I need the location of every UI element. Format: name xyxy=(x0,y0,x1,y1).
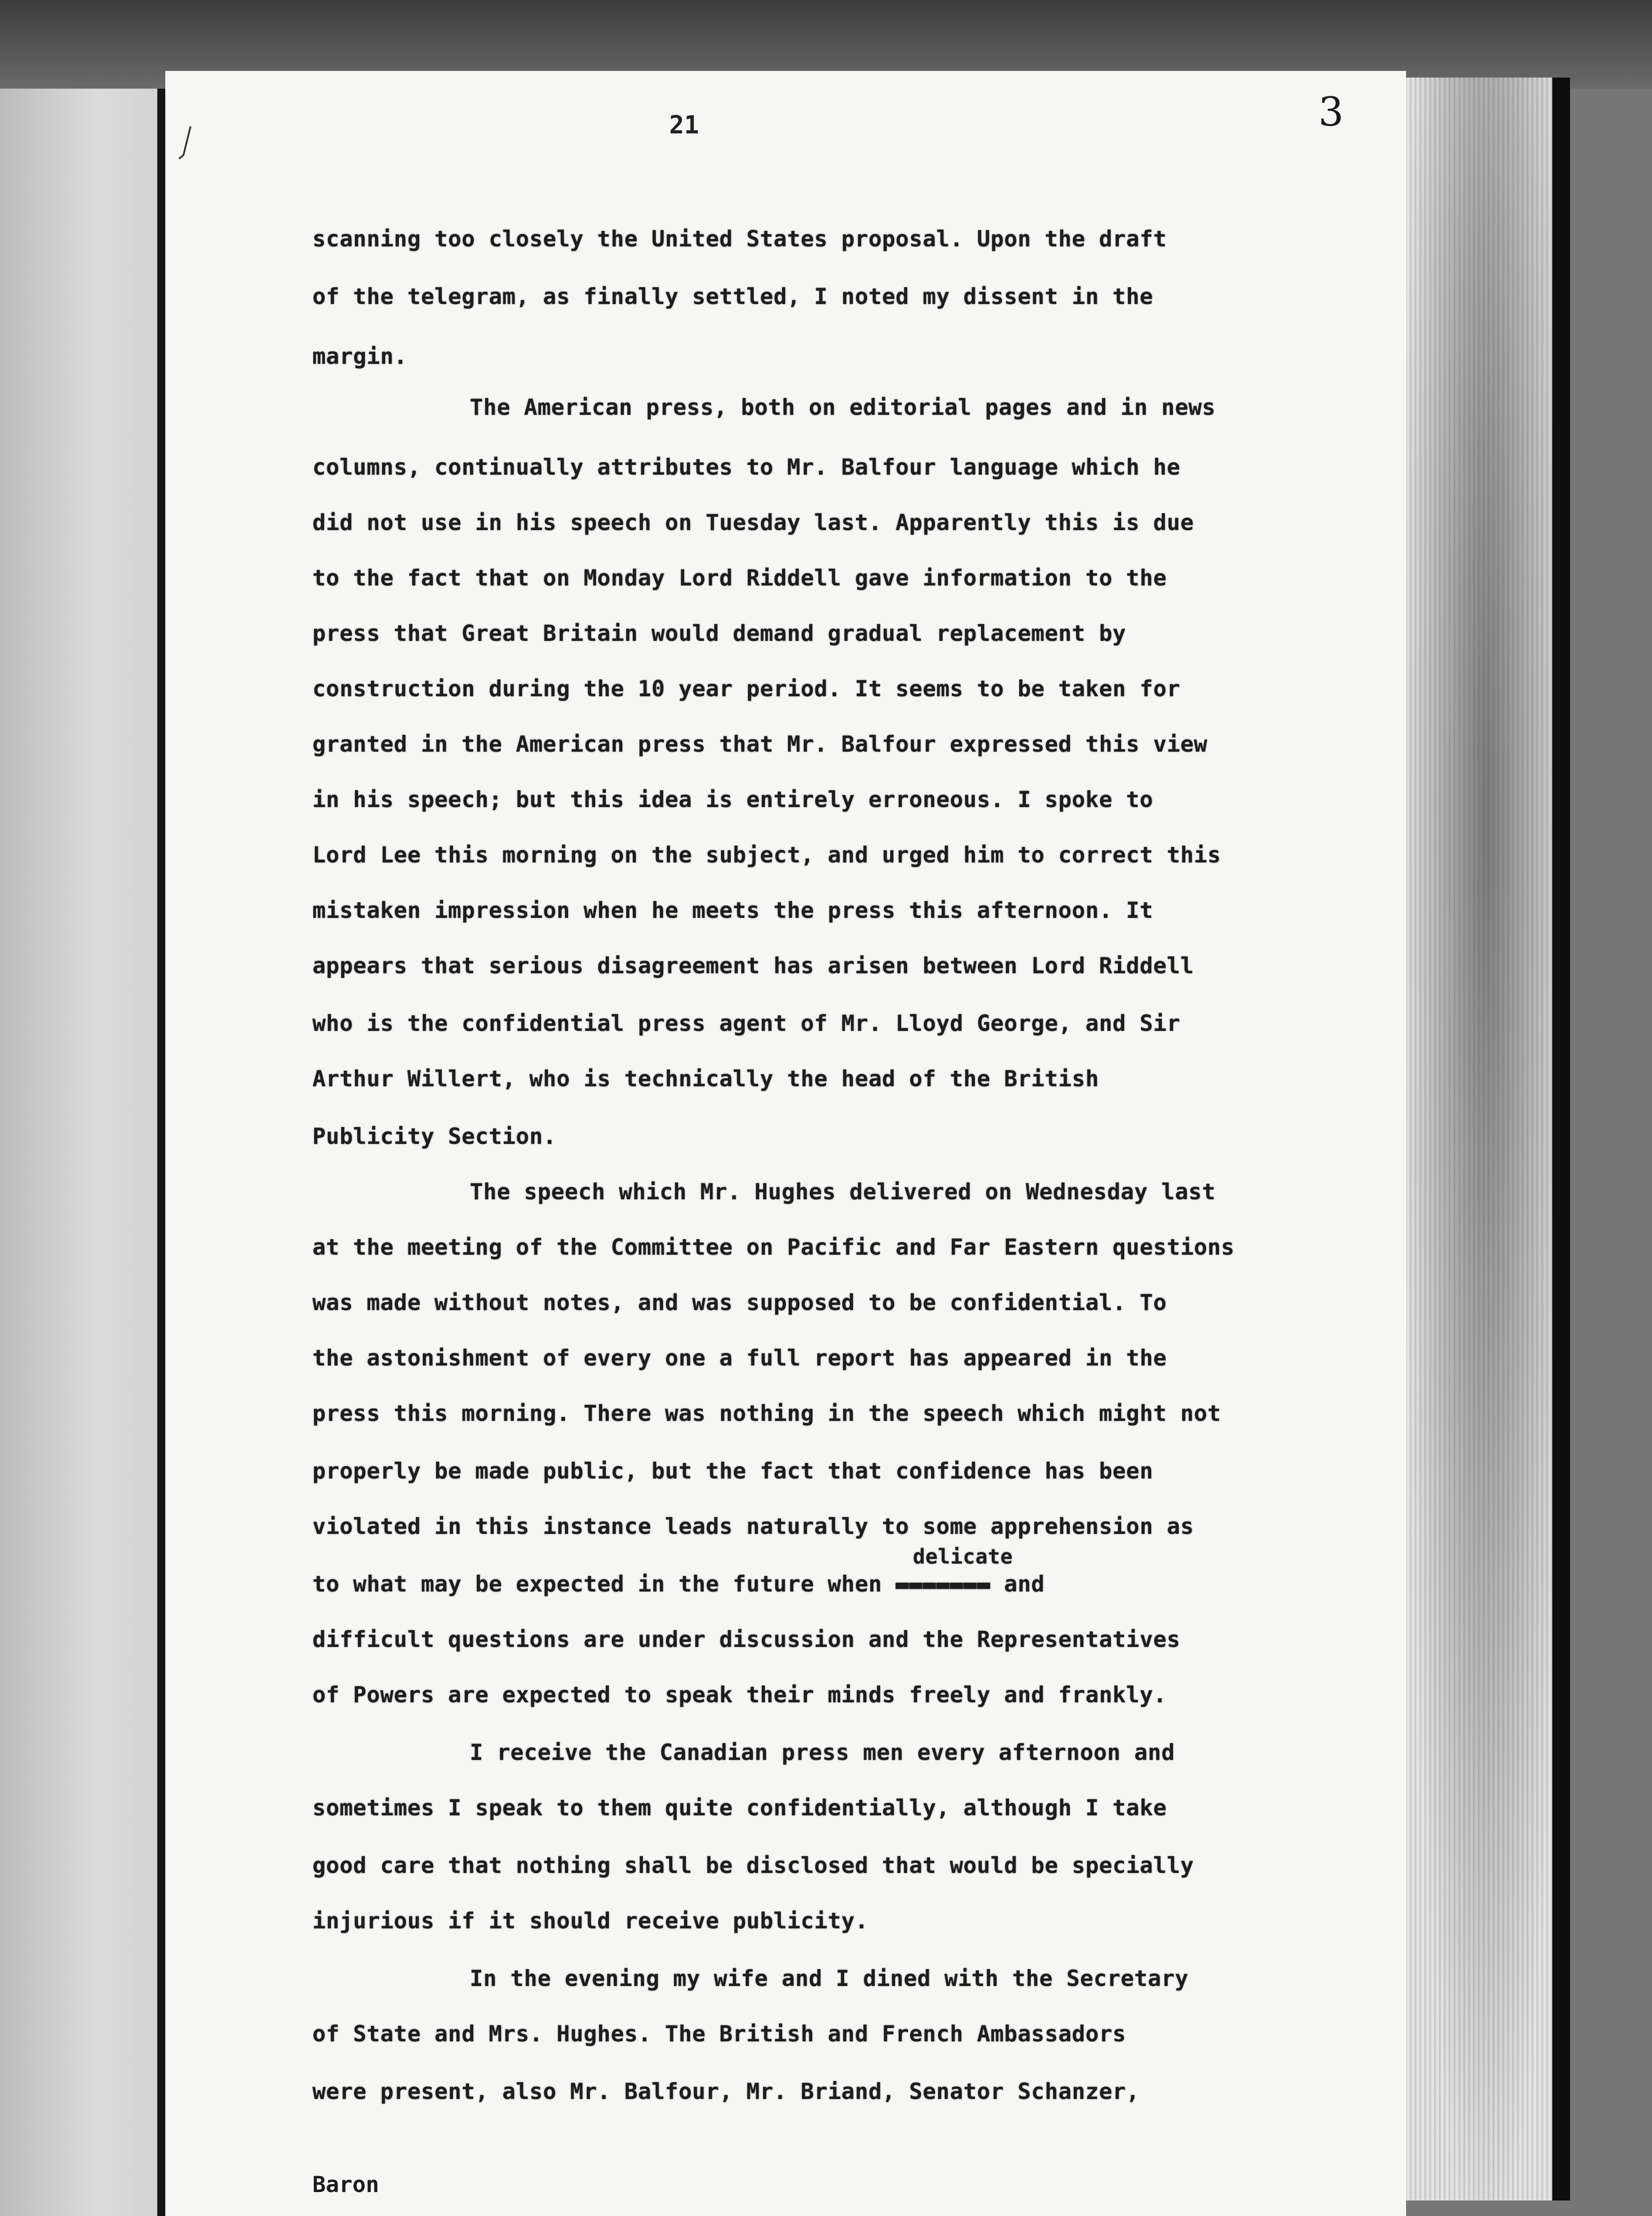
text-line: properly be made public, but the fact that confidence has been xyxy=(312,1458,1153,1484)
text-line: mistaken impression when he meets the press this afternoon. It xyxy=(312,897,1153,923)
text-line: to the fact that on Monday Lord Riddell gave information to the xyxy=(312,565,1167,591)
text-line: of the telegram, as finally settled, I noted my dissent in the xyxy=(312,284,1153,309)
handwritten-insertion: delicate xyxy=(913,1545,1013,1568)
text-line: The speech which Mr. Hughes delivered on Wednesday last xyxy=(470,1179,1216,1205)
text-line: sometimes I speak to them quite confidentially, although I take xyxy=(312,1795,1167,1821)
margin-tick-mark xyxy=(177,124,195,173)
archive-folio-number: 3 xyxy=(1318,89,1344,135)
text-line: In the evening my wife and I dined with the Secretary xyxy=(470,1966,1188,1991)
text-line: difficult questions are under discussion and the Representatives xyxy=(312,1627,1181,1652)
text-line: at the meeting of the Committee on Pacific and Far Eastern questions xyxy=(312,1234,1235,1260)
text-line: was made without notes, and was supposed to be confidential. To xyxy=(312,1290,1167,1315)
text-line: press this morning. There was nothing in the speech which might not xyxy=(312,1401,1221,1426)
binding-cover-edge xyxy=(1552,78,1570,2200)
text-line: granted in the American press that Mr. Balfour expressed this view xyxy=(312,731,1208,757)
text-line: appears that serious disagreement has arisen between Lord Riddell xyxy=(312,953,1194,979)
text-line: Lord Lee this morning on the subject, and urged him to correct this xyxy=(312,842,1221,868)
text-line: scanning too closely the United States proposal. Upon the draft xyxy=(312,226,1167,252)
text-line: of State and Mrs. Hughes. The British and French Ambassadors xyxy=(312,2021,1126,2047)
text-line: press that Great Britain would demand gradual replacement by xyxy=(312,620,1126,646)
text-line: to what may be expected in the future when ▬▬▬▬▬▬▬ and xyxy=(312,1571,1045,1597)
text-line: of Powers are expected to speak their minds freely and frankly. xyxy=(312,1682,1167,1708)
text-line: I receive the Canadian press men every afternoon and xyxy=(470,1740,1175,1765)
text-line: The American press, both on editorial pages and in news xyxy=(470,394,1216,420)
text-line: who is the confidential press agent of Mr. Lloyd George, and Sir xyxy=(312,1010,1181,1036)
page-number: 21 xyxy=(669,111,699,140)
text-line: good care that nothing shall be disclosed that would be specially xyxy=(312,1853,1194,1878)
text-line: were present, also Mr. Balfour, Mr. Briand, Senator Schanzer, xyxy=(312,2079,1140,2104)
text-line: margin. xyxy=(312,343,408,369)
text-line: in his speech; but this idea is entirely erroneous. I spoke to xyxy=(312,787,1153,812)
text-line: Publicity Section. xyxy=(312,1124,557,1149)
catchword: Baron xyxy=(312,2172,379,2197)
text-line: columns, continually attributes to Mr. Balfour language which he xyxy=(312,454,1181,480)
text-line: Arthur Willert, who is technically the head of the British xyxy=(312,1066,1099,1092)
text-line: violated in this instance leads naturally to some apprehension as xyxy=(312,1514,1194,1539)
text-line: the astonishment of every one a full report has appeared in the xyxy=(312,1345,1167,1371)
page-stack-shadow xyxy=(1406,78,1552,2200)
facing-page xyxy=(0,89,164,2216)
text-line: did not use in his speech on Tuesday last. Apparently this is due xyxy=(312,510,1194,535)
text-line: construction during the 10 year period. It seems to be taken for xyxy=(312,676,1181,702)
text-line: injurious if it should receive publicity. xyxy=(312,1908,869,1934)
gutter-shadow xyxy=(157,89,165,2216)
